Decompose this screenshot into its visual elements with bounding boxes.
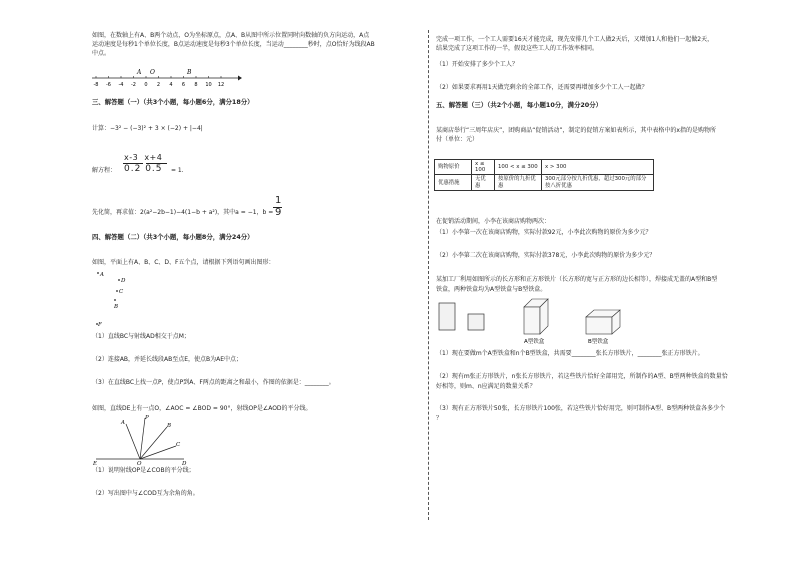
table-cell: 300元部分按九折优惠，超过300元的部分按八折优惠 bbox=[542, 175, 654, 190]
number-line-tick-label: 0 bbox=[144, 82, 148, 88]
angle-label-d: D bbox=[182, 461, 187, 467]
eq-num-right: x+4 bbox=[144, 153, 163, 162]
table-cell: 100 < x ≤ 300 bbox=[495, 160, 542, 175]
box-item-2-line1: （2）现有m张正方形铁片，n张长方形铁片，若这些铁片恰好全部用完，所制作的A型、B型两种铁盒的数量恰 bbox=[436, 373, 728, 380]
rectangle-sheet bbox=[439, 303, 455, 330]
equation-label: 解方程： bbox=[92, 167, 117, 174]
box-item-3-line1: （3）现有正方形铁片50张，长方形铁片100张，若这些铁片恰好用完，则可制作A型、B型两种铁盒各多少个 bbox=[436, 405, 726, 412]
column-divider bbox=[428, 30, 429, 520]
number-line-tick-label: -4 bbox=[118, 82, 124, 88]
number-line-tick-label: -2 bbox=[131, 82, 136, 88]
box-b-drawing bbox=[586, 310, 620, 334]
q1-text-line1: 如图，在数轴上有A、B两个动点，O为坐标原点，点A、B从图中所示位置同时向数轴的负方向运动，A点 bbox=[92, 32, 370, 39]
table-cell: 优惠措施 bbox=[435, 175, 472, 190]
angle-item-1: （1）说明射线OP是∠COB的平分线； bbox=[92, 467, 195, 474]
point-d-label: D bbox=[121, 278, 126, 284]
number-line-tick-label: 8 bbox=[194, 82, 198, 88]
table-cell: 无优惠 bbox=[472, 175, 495, 190]
box-problem-line1: 某加工厂利用如图所示的长方形和正方形铁片（长方形的宽与正方形的边长相等），焊接成无盖的A型和B型 bbox=[436, 276, 718, 283]
angle-figure bbox=[92, 414, 202, 466]
calc-problem bbox=[92, 125, 203, 133]
box-item-3-line2: ？ bbox=[436, 415, 443, 422]
number-line-tick-label: -8 bbox=[93, 82, 99, 88]
table-cell: 按原价的九折优惠 bbox=[495, 175, 542, 190]
angle-problem-intro: 如图，直线DE上有一点O，∠AOC = ∠BOD = 90°，射线OP是∠AOD的平分线。 bbox=[92, 405, 312, 412]
angle-label-b: B bbox=[167, 423, 172, 429]
section5-title: 五、解答题（三）（共2个小题，每小题10分，满分20分） bbox=[436, 101, 603, 109]
table-row bbox=[435, 175, 654, 190]
box-b-label: B型铁盒 bbox=[588, 339, 609, 345]
eq-num-left: x-3 bbox=[124, 153, 139, 162]
angle-label-p: P bbox=[145, 415, 149, 421]
table-row bbox=[435, 160, 654, 175]
point-b-label: B bbox=[114, 304, 119, 310]
shop-problem-line3: 在促销活动期间，小李在该商店购物两次： bbox=[436, 218, 551, 225]
iron-box-figure bbox=[436, 295, 636, 347]
table-cell: x > 300 bbox=[542, 160, 654, 175]
table-cell: 购物原价 bbox=[435, 160, 472, 175]
calc-label: 计算： bbox=[92, 125, 111, 132]
number-line-tick-label: 4 bbox=[169, 82, 173, 88]
point-f-label: F bbox=[98, 322, 102, 328]
number-line-tick-label: 2 bbox=[156, 82, 161, 88]
point-c-label: C bbox=[119, 289, 124, 295]
draw-item-2: （2）连接AB，并延长线段AB至点E，使点B为AE中点； bbox=[92, 356, 243, 363]
box-a-label: A型铁盒 bbox=[524, 339, 545, 345]
simplify-problem: 先化简，再求值：2(a²−2b−1)−4(1−b + a²)，其中a = −1，b = bbox=[92, 209, 274, 216]
eq-equals: = 1. bbox=[171, 167, 184, 174]
square-sheet bbox=[468, 314, 484, 330]
box-problem-line2: 铁盒，两种铁盒均为A型铁盒与B型铁盒。 bbox=[436, 286, 547, 293]
eq-den-left: 0.2 bbox=[124, 164, 142, 174]
number-line-point-o: O bbox=[150, 69, 155, 76]
angle-label-a: A bbox=[121, 420, 125, 426]
equation-numerators bbox=[124, 153, 162, 163]
number-line-tick-label: 6 bbox=[181, 82, 186, 88]
simplify-frac-num: 1 bbox=[275, 195, 282, 206]
box-item-1: （1）现在要做m个A型铁盒和n个B型铁盒，共需要________张长方形铁片，________张正方形铁片。 bbox=[436, 350, 704, 357]
draw-item-3: （3）在直线BC上找一点P，使点P到A、F两点的距离之和最小，作图的依据是：________。 bbox=[92, 379, 335, 386]
angle-label-e: E bbox=[93, 461, 98, 467]
number-line-point-a: A bbox=[137, 69, 142, 76]
work-item-2: （2）如果要求再用1天做完剩余的全部工作，还需要再增加多少个工人一起做？ bbox=[436, 84, 648, 91]
draw-problem-intro: 如图，平面上有A、B、C、D、F五个点，请根据下列语句画出图形： bbox=[92, 259, 275, 266]
angle-item-2: （2）写出图中与∠COD互为余角的角。 bbox=[92, 490, 199, 497]
number-line bbox=[92, 64, 242, 90]
shop-problem-line1: 某商店举行“三周年店庆”，团购商品“促销活动”，制定的促销方案如表所示，其中表格中的x指的是购物所 bbox=[436, 127, 716, 134]
number-line-tick-label: 10 bbox=[205, 82, 212, 88]
point-a-label: A bbox=[100, 272, 104, 278]
q1-text-line2: 运动速度是每秒1个单位长度，B点运动速度是每秒3个单位长度，当运动________秒时，点O恰好为线段AB bbox=[92, 41, 375, 48]
work-problem-line1: 完成一项工作，一个工人需要16天才能完成，现先安排几个工人做2天后，又增加1人和他们一起做2天， bbox=[436, 36, 714, 43]
section3-title: 三、解答题（一）（共3个小题，每小题6分，满分18分） bbox=[92, 98, 254, 106]
box-a-drawing bbox=[524, 299, 548, 334]
section4-title: 四、解答题（二）（共3个小题，每小题8分，满分24分） bbox=[92, 233, 254, 241]
shop-problem-line2: 付（单位：元） bbox=[436, 136, 479, 143]
number-line-point-b: B bbox=[187, 69, 192, 76]
shop-item-1: （1）小李第一次在该商店购物，实际付款92元，小李此次购物的原价为多少元？ bbox=[436, 229, 652, 236]
angle-label-c: C bbox=[176, 442, 181, 448]
box-item-2-line2: 好相等，则m、n应满足的数量关系？ bbox=[436, 383, 536, 390]
work-item-1: （1）开始安排了多少个工人？ bbox=[436, 61, 518, 68]
eq-den-right: 0.5 bbox=[145, 164, 163, 174]
shop-item-2: （2）小李第二次在该商店购物，实际付款378元，小李此次购物的原价为多少元？ bbox=[436, 252, 656, 259]
equation-denominators bbox=[124, 164, 163, 175]
draw-item-1: （1）直线BC与射线AD相交于点M； bbox=[92, 333, 190, 340]
promotion-table bbox=[434, 159, 654, 191]
points-figure bbox=[95, 268, 135, 330]
angle-label-o: O bbox=[137, 461, 142, 467]
number-line-tick-label: 12 bbox=[217, 82, 225, 88]
calc-expression: −3² − (−3)² + 3 × (−2) + |−4| bbox=[110, 125, 203, 132]
work-problem-line2: 结果完成了这项工作的一半，假设这些工人的工作效率相同。 bbox=[436, 45, 599, 52]
simplify-frac-den: 9 bbox=[275, 207, 282, 218]
number-line-tick-label: -6 bbox=[106, 82, 111, 88]
q1-text-line3: 中点。 bbox=[92, 50, 111, 57]
table-cell: x ≤ 100 bbox=[472, 160, 495, 175]
